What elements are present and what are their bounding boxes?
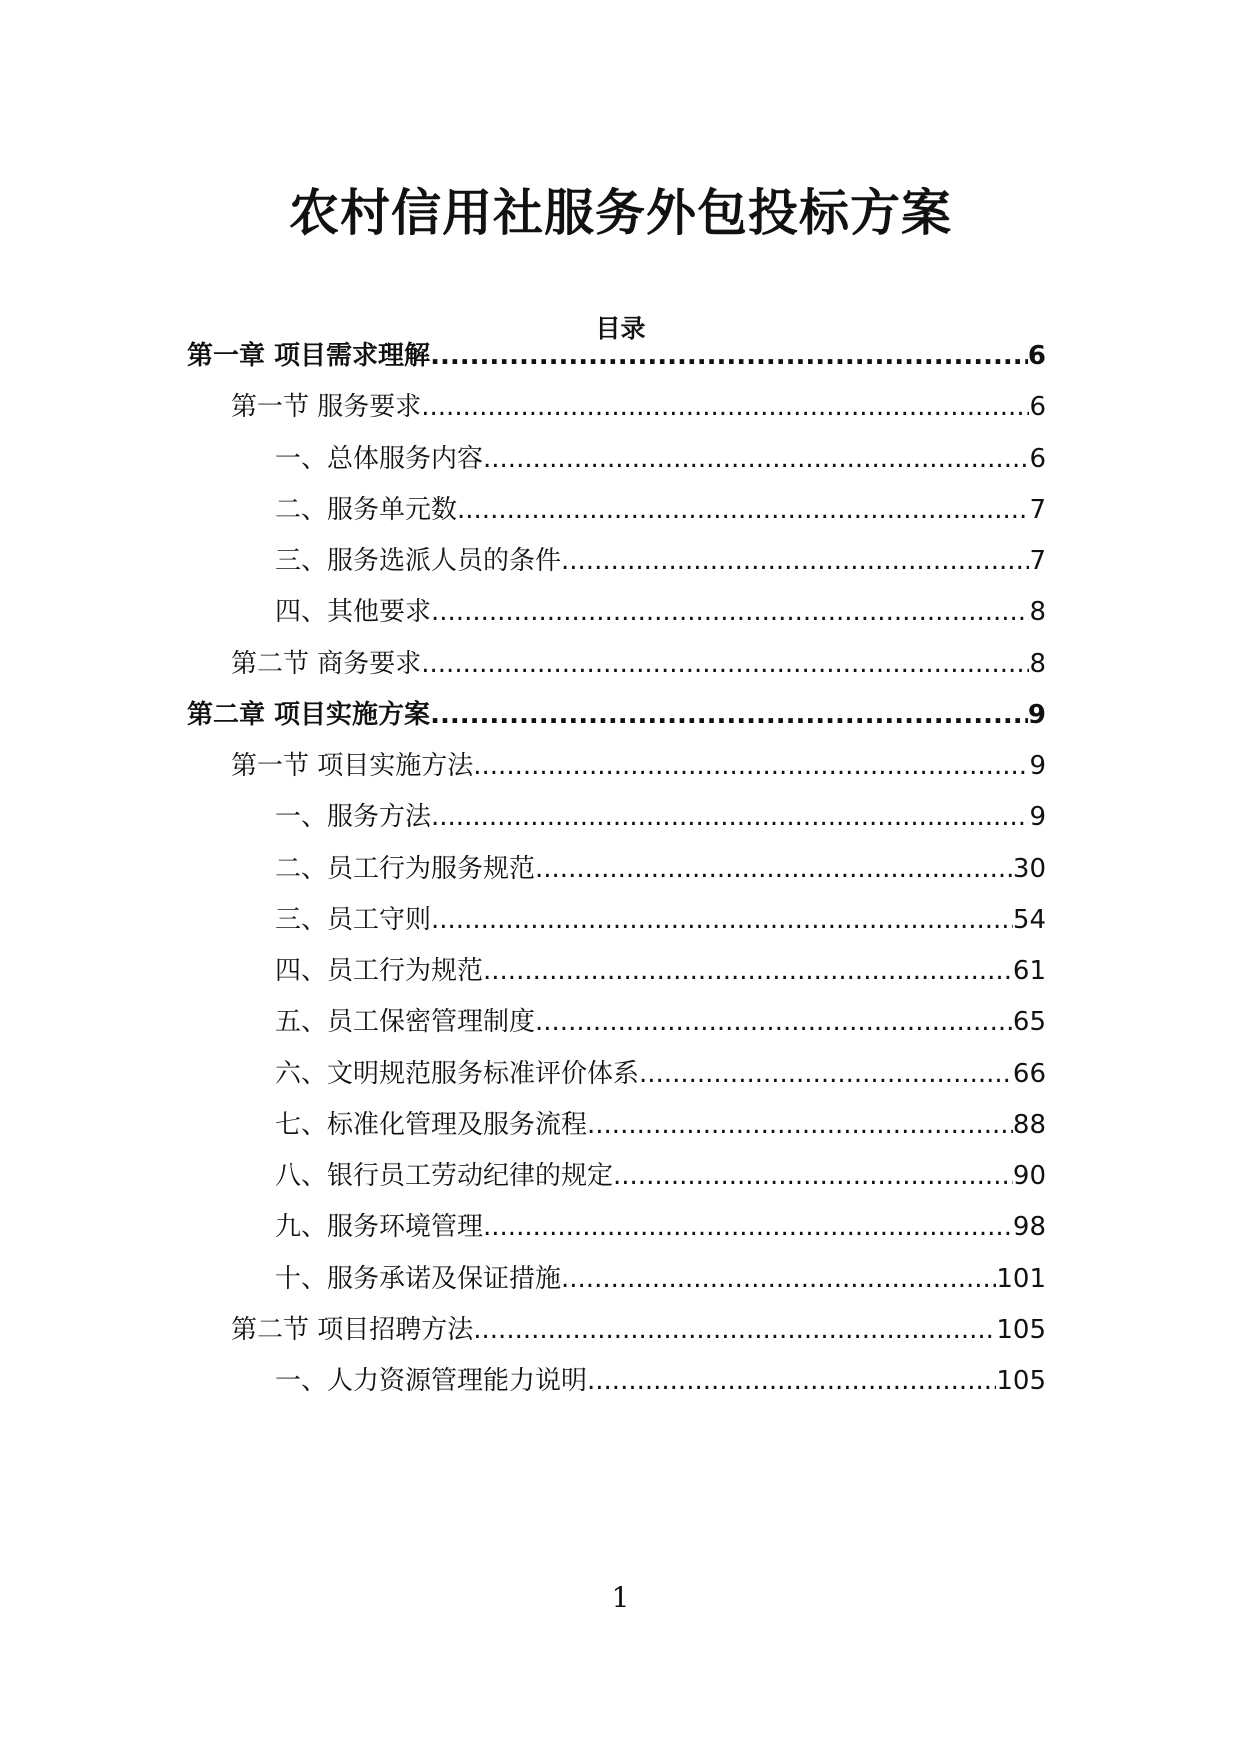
- toc-dot-leader: [483, 1207, 1013, 1247]
- toc-entry[interactable]: [275, 900, 1046, 940]
- toc-entry[interactable]: [275, 1259, 1046, 1299]
- toc-entry-label: 八、银行员工劳动纪律的规定: [275, 1161, 614, 1191]
- toc-entry[interactable]: [231, 644, 1046, 684]
- toc-dot-leader: [430, 336, 1028, 376]
- toc-dot-leader: [535, 849, 1013, 889]
- toc-entry-page: 98: [1012, 1212, 1046, 1242]
- toc-entry-page: 8: [1029, 649, 1046, 679]
- toc-entry-page: 105: [996, 1315, 1046, 1345]
- document-title: 农村信用社服务外包投标方案: [289, 184, 952, 242]
- toc-entry-page: 6: [1029, 444, 1046, 474]
- toc-entry-label: 三、员工守则: [275, 905, 432, 935]
- toc-dot-leader: [473, 1310, 996, 1350]
- toc-entry[interactable]: [275, 797, 1046, 837]
- toc-heading: 目录: [595, 314, 646, 343]
- toc-entry-page: 88: [1012, 1110, 1046, 1140]
- toc-entry-label: 九、服务环境管理: [275, 1212, 484, 1242]
- toc-entry-page: 90: [1012, 1161, 1046, 1191]
- toc-entry[interactable]: [187, 336, 1046, 376]
- toc-dot-leader: [613, 1156, 1013, 1196]
- toc-entry[interactable]: [187, 695, 1046, 735]
- toc-entry-label: 二、员工行为服务规范: [275, 854, 536, 884]
- toc-dot-leader: [421, 644, 1029, 684]
- toc-entry[interactable]: [275, 490, 1046, 530]
- toc-entry[interactable]: [231, 746, 1046, 786]
- toc-entry-page: 101: [996, 1264, 1046, 1294]
- toc-entry[interactable]: [275, 541, 1046, 581]
- toc-entry-label: 第一章 项目需求理解: [187, 341, 431, 371]
- toc-entry-page: 66: [1012, 1059, 1046, 1089]
- toc-entry-label: 第二节 项目招聘方法: [231, 1315, 474, 1345]
- toc-entry-label: 第一节 服务要求: [231, 392, 422, 422]
- toc-entry-page: 8: [1029, 597, 1046, 627]
- toc-entry-label: 五、员工保密管理制度: [275, 1007, 536, 1037]
- toc-entry-page: 30: [1012, 854, 1046, 884]
- toc-entry-page: 9: [1027, 700, 1046, 730]
- toc-entry-label: 一、人力资源管理能力说明: [275, 1366, 588, 1396]
- toc-dot-leader: [483, 439, 1029, 479]
- toc-entry-page: 9: [1029, 751, 1046, 781]
- toc-dot-leader: [431, 592, 1029, 632]
- toc-entry-label: 第二章 项目实施方案: [187, 700, 431, 730]
- toc-dot-leader: [561, 541, 1029, 581]
- toc-entry[interactable]: [231, 1310, 1046, 1350]
- toc-entry-label: 二、服务单元数: [275, 495, 458, 525]
- toc-entry-page: 54: [1012, 905, 1046, 935]
- toc-entry[interactable]: [275, 1207, 1046, 1247]
- toc-entry[interactable]: [275, 592, 1046, 632]
- toc-entry-page: 6: [1027, 341, 1046, 371]
- toc-dot-leader: [431, 797, 1029, 837]
- toc-entry-label: 六、文明规范服务标准评价体系: [275, 1059, 640, 1089]
- toc-entry-page: 7: [1029, 546, 1046, 576]
- toc-entry[interactable]: [275, 1054, 1046, 1094]
- toc-dot-leader: [457, 490, 1029, 530]
- toc-dot-leader: [473, 746, 1029, 786]
- toc-entry[interactable]: [275, 1361, 1046, 1401]
- toc-entry[interactable]: [275, 1002, 1046, 1042]
- toc-entry-label: 一、服务方法: [275, 802, 432, 832]
- toc-dot-leader: [561, 1259, 996, 1299]
- toc-entry-label: 第一节 项目实施方法: [231, 751, 474, 781]
- toc-entry-page: 65: [1012, 1007, 1046, 1037]
- toc-entry-label: 三、服务选派人员的条件: [275, 546, 562, 576]
- page-number: 1: [611, 1581, 630, 1614]
- toc-dot-leader: [430, 695, 1028, 735]
- toc-entry-page: 105: [996, 1366, 1046, 1396]
- toc-entry-label: 十、服务承诺及保证措施: [275, 1264, 562, 1294]
- toc-dot-leader: [431, 900, 1013, 940]
- toc-entry-page: 7: [1029, 495, 1046, 525]
- toc-entry[interactable]: [231, 387, 1046, 427]
- toc-entry-label: 七、标准化管理及服务流程: [275, 1110, 588, 1140]
- toc-entry[interactable]: [275, 849, 1046, 889]
- toc-entry[interactable]: [275, 951, 1046, 991]
- toc-dot-leader: [587, 1105, 1013, 1145]
- toc-dot-leader: [639, 1054, 1013, 1094]
- toc-entry[interactable]: [275, 1105, 1046, 1145]
- toc-entry-label: 一、总体服务内容: [275, 444, 484, 474]
- toc-entry[interactable]: [275, 439, 1046, 479]
- toc-dot-leader: [421, 387, 1029, 427]
- toc-dot-leader: [587, 1361, 996, 1401]
- toc-dot-leader: [535, 1002, 1013, 1042]
- toc-dot-leader: [483, 951, 1013, 991]
- toc-entry-label: 四、其他要求: [275, 597, 432, 627]
- toc-entry-page: 6: [1029, 392, 1046, 422]
- toc-entry-label: 第二节 商务要求: [231, 649, 422, 679]
- toc-entry-page: 9: [1029, 802, 1046, 832]
- toc-entry-label: 四、员工行为规范: [275, 956, 484, 986]
- toc-entry[interactable]: [275, 1156, 1046, 1196]
- toc-entry-page: 61: [1012, 956, 1046, 986]
